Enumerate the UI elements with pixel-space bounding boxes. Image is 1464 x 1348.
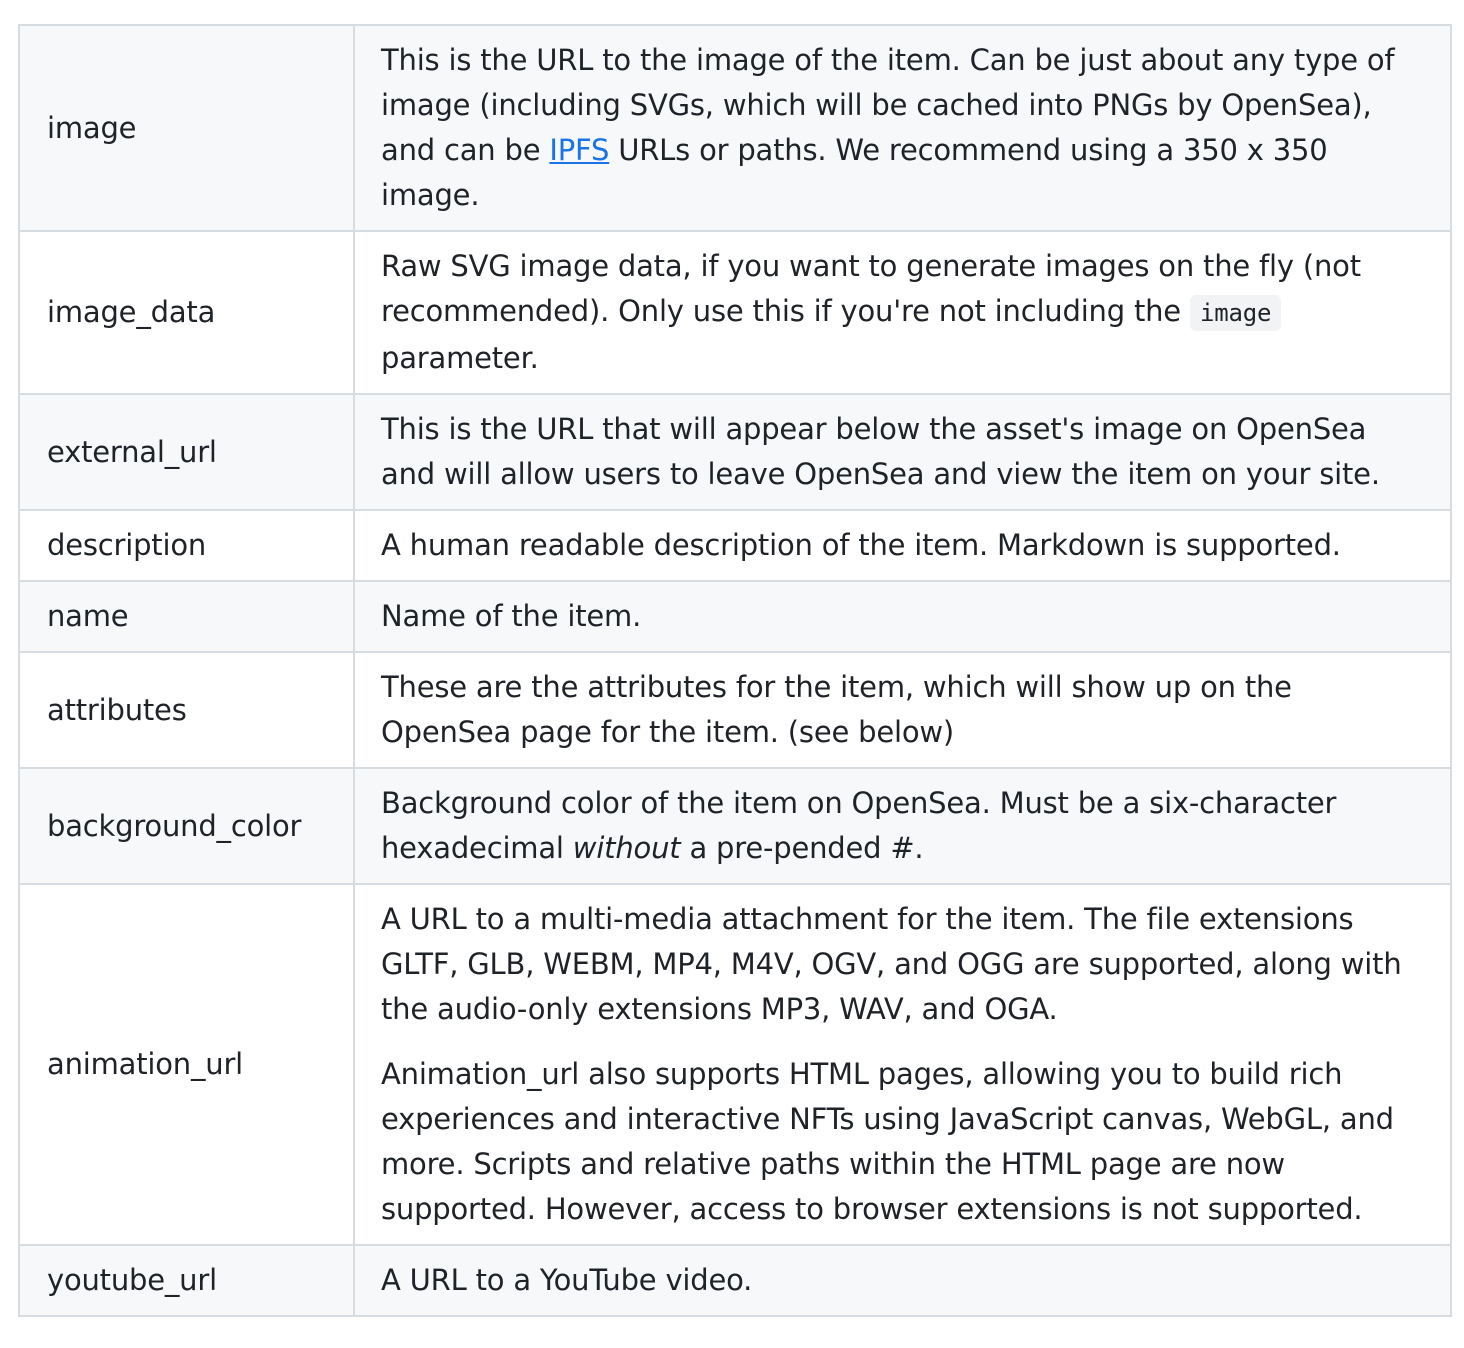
property-key: image — [19, 25, 354, 231]
ipfs-link[interactable]: IPFS — [549, 133, 610, 167]
property-key: attributes — [19, 652, 354, 768]
property-description: This is the URL to the image of the item. Can be just about any type of image (including SVGs, which will be cached into PNGs by OpenSea), and can be IPFS URLs or paths. We recommend using a 350 x 350 image. — [354, 25, 1451, 231]
table-row — [19, 652, 1451, 768]
metadata-properties-table-wrapper — [18, 24, 1450, 1317]
table-row — [19, 1245, 1451, 1316]
description-paragraph: Animation_url also supports HTML pages, allowing you to build rich experiences and interactive NFTs using JavaScript canvas, WebGL, and more. Scripts and relative paths within the HTML page are now supported. However, access to browser extensions is not supported. — [381, 1057, 1394, 1226]
property-description: These are the attributes for the item, which will show up on the OpenSea page for the item. (see below) — [354, 652, 1451, 768]
description-paragraph: A URL to a multi-media attachment for the item. The file extensions GLTF, GLB, WEBM, MP4, M4V, OGV, and OGG are supported, along with the audio-only extensions MP3, WAV, and OGA. — [381, 902, 1402, 1026]
table-row — [19, 231, 1451, 394]
property-key: image_data — [19, 231, 354, 394]
property-key: external_url — [19, 394, 354, 510]
property-key: background_color — [19, 768, 354, 884]
emphasis-text: without — [572, 831, 681, 865]
table-row — [19, 768, 1451, 884]
property-key: youtube_url — [19, 1245, 354, 1316]
inline-code: image — [1190, 295, 1281, 331]
property-description: Name of the item. — [354, 581, 1451, 652]
property-description: This is the URL that will appear below the asset's image on OpenSea and will allow users to leave OpenSea and view the item on your site. — [354, 394, 1451, 510]
property-description: A URL to a YouTube video. — [354, 1245, 1451, 1316]
table-row — [19, 25, 1451, 231]
table-row — [19, 510, 1451, 581]
property-key: name — [19, 581, 354, 652]
property-description: Raw SVG image data, if you want to generate images on the fly (not recommended). Only use this if you're not including the image parameter. — [354, 231, 1451, 394]
property-description: Background color of the item on OpenSea. Must be a six-character hexadecimal without a pre-pended #. — [354, 768, 1451, 884]
property-description — [354, 884, 1451, 1245]
table-row — [19, 394, 1451, 510]
property-description: A human readable description of the item. Markdown is supported. — [354, 510, 1451, 581]
table-row — [19, 884, 1451, 1245]
property-key: animation_url — [19, 884, 354, 1245]
metadata-properties-table — [18, 24, 1452, 1317]
property-key: description — [19, 510, 354, 581]
table-row — [19, 581, 1451, 652]
